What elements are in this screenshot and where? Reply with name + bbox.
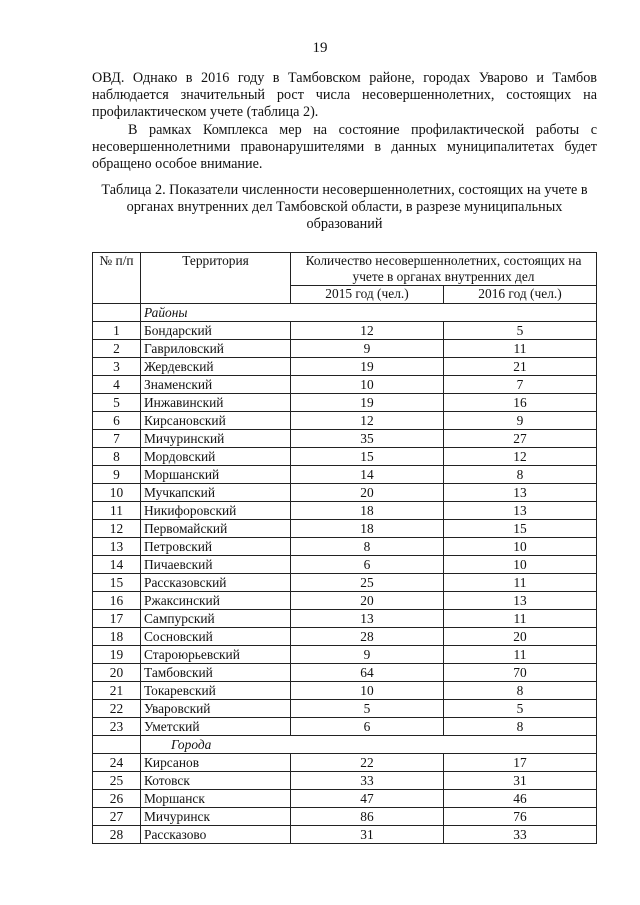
row-number: 22 — [93, 700, 141, 718]
row-number: 3 — [93, 358, 141, 376]
table-row — [93, 556, 597, 574]
section-label: Районы — [141, 304, 597, 322]
row-number: 24 — [93, 754, 141, 772]
row-number: 17 — [93, 610, 141, 628]
territory-name: Мучкапский — [141, 484, 291, 502]
row-number: 12 — [93, 520, 141, 538]
row-number: 8 — [93, 448, 141, 466]
table-row — [93, 772, 597, 790]
row-number: 11 — [93, 502, 141, 520]
territory-name: Мичуринский — [141, 430, 291, 448]
value-2015: 19 — [291, 358, 444, 376]
territory-name: Сампурский — [141, 610, 291, 628]
row-number: 26 — [93, 790, 141, 808]
row-number: 23 — [93, 718, 141, 736]
table-row — [93, 520, 597, 538]
table-row — [93, 610, 597, 628]
value-2015: 12 — [291, 412, 444, 430]
value-2015: 9 — [291, 646, 444, 664]
value-2016: 7 — [444, 376, 597, 394]
row-number: 13 — [93, 538, 141, 556]
territory-name: Рассказово — [141, 826, 291, 844]
value-2016: 5 — [444, 700, 597, 718]
row-number: 6 — [93, 412, 141, 430]
body-paragraph-1: ОВД. Однако в 2016 году в Тамбовском районе, городах Уварово и Тамбов наблюдается значительный рост числа несовершеннолетних, состоящих на профилактическом учете (таблица 2). — [92, 70, 597, 120]
row-number: 25 — [93, 772, 141, 790]
table-row — [93, 484, 597, 502]
value-2016: 9 — [444, 412, 597, 430]
section-number-cell — [93, 304, 141, 322]
value-2016: 10 — [444, 538, 597, 556]
territory-name: Бондарский — [141, 322, 291, 340]
section-row — [93, 736, 597, 754]
territory-name: Уметский — [141, 718, 291, 736]
value-2015: 22 — [291, 754, 444, 772]
header-number: № п/п — [93, 253, 141, 304]
row-number: 4 — [93, 376, 141, 394]
value-2015: 64 — [291, 664, 444, 682]
table-row — [93, 574, 597, 592]
row-number: 2 — [93, 340, 141, 358]
value-2015: 13 — [291, 610, 444, 628]
value-2015: 5 — [291, 700, 444, 718]
territory-name: Моршанск — [141, 790, 291, 808]
row-number: 21 — [93, 682, 141, 700]
table-row — [93, 394, 597, 412]
row-number: 14 — [93, 556, 141, 574]
value-2016: 16 — [444, 394, 597, 412]
value-2015: 6 — [291, 556, 444, 574]
value-2015: 47 — [291, 790, 444, 808]
row-number: 9 — [93, 466, 141, 484]
value-2016: 13 — [444, 592, 597, 610]
row-number: 28 — [93, 826, 141, 844]
value-2016: 46 — [444, 790, 597, 808]
row-number: 18 — [93, 628, 141, 646]
territory-name: Староюрьевский — [141, 646, 291, 664]
row-number: 1 — [93, 322, 141, 340]
table-row — [93, 628, 597, 646]
value-2015: 18 — [291, 520, 444, 538]
value-2015: 6 — [291, 718, 444, 736]
table-caption: Таблица 2. Показатели численности несовершеннолетних, состоящих на учете в органах внутренних дел Тамбовской области, в разрезе муниципальных образований — [101, 182, 588, 232]
value-2015: 25 — [291, 574, 444, 592]
value-2016: 31 — [444, 772, 597, 790]
territory-name: Мордовский — [141, 448, 291, 466]
value-2016: 70 — [444, 664, 597, 682]
table-row — [93, 502, 597, 520]
table-row — [93, 376, 597, 394]
section-number-cell — [93, 736, 141, 754]
table-row — [93, 700, 597, 718]
value-2016: 8 — [444, 466, 597, 484]
value-2015: 35 — [291, 430, 444, 448]
page-number: 19 — [312, 40, 328, 56]
table-row — [93, 358, 597, 376]
table-row — [93, 808, 597, 826]
territory-name: Уваровский — [141, 700, 291, 718]
value-2016: 11 — [444, 610, 597, 628]
row-number: 16 — [93, 592, 141, 610]
table-row — [93, 790, 597, 808]
territory-name: Знаменский — [141, 376, 291, 394]
table-row — [93, 718, 597, 736]
section-label: Города — [141, 736, 597, 754]
territory-name: Рассказовский — [141, 574, 291, 592]
value-2016: 8 — [444, 718, 597, 736]
value-2015: 28 — [291, 628, 444, 646]
value-2016: 10 — [444, 556, 597, 574]
value-2015: 8 — [291, 538, 444, 556]
row-number: 20 — [93, 664, 141, 682]
table-row — [93, 826, 597, 844]
table-row — [93, 646, 597, 664]
table-row — [93, 448, 597, 466]
value-2015: 33 — [291, 772, 444, 790]
value-2016: 15 — [444, 520, 597, 538]
row-number: 10 — [93, 484, 141, 502]
section-row — [93, 304, 597, 322]
territory-name: Кирсановский — [141, 412, 291, 430]
header-territory: Территория — [141, 253, 291, 304]
territory-name: Пичаевский — [141, 556, 291, 574]
table-row — [93, 340, 597, 358]
value-2015: 20 — [291, 484, 444, 502]
value-2015: 10 — [291, 376, 444, 394]
territory-name: Гавриловский — [141, 340, 291, 358]
value-2016: 11 — [444, 340, 597, 358]
value-2016: 13 — [444, 484, 597, 502]
value-2015: 20 — [291, 592, 444, 610]
table-row — [93, 466, 597, 484]
header-count: Количество несовершеннолетних, состоящих на учете в органах внутренних дел — [291, 253, 597, 286]
row-number: 7 — [93, 430, 141, 448]
row-number: 5 — [93, 394, 141, 412]
body-paragraph-2: В рамках Комплекса мер на состояние профилактической работы с несовершеннолетними правонарушителями в данных муниципалитетах будет обращено особое внимание. — [92, 122, 597, 172]
value-2016: 11 — [444, 646, 597, 664]
value-2015: 9 — [291, 340, 444, 358]
table-row — [93, 412, 597, 430]
territory-name: Никифоровский — [141, 502, 291, 520]
value-2015: 14 — [291, 466, 444, 484]
territory-name: Первомайский — [141, 520, 291, 538]
value-2015: 19 — [291, 394, 444, 412]
territory-name: Мичуринск — [141, 808, 291, 826]
territory-name: Сосновский — [141, 628, 291, 646]
value-2016: 8 — [444, 682, 597, 700]
row-number: 19 — [93, 646, 141, 664]
value-2016: 11 — [444, 574, 597, 592]
territory-name: Ржаксинский — [141, 592, 291, 610]
territory-name: Кирсанов — [141, 754, 291, 772]
table-row — [93, 322, 597, 340]
value-2015: 18 — [291, 502, 444, 520]
territory-name: Жердевский — [141, 358, 291, 376]
value-2016: 13 — [444, 502, 597, 520]
table-row — [93, 538, 597, 556]
table-row — [93, 430, 597, 448]
header-year-2016: 2016 год (чел.) — [444, 286, 597, 304]
territory-name: Моршанский — [141, 466, 291, 484]
row-number: 27 — [93, 808, 141, 826]
header-year-2015: 2015 год (чел.) — [291, 286, 444, 304]
table-row — [93, 664, 597, 682]
value-2016: 17 — [444, 754, 597, 772]
value-2016: 5 — [444, 322, 597, 340]
data-table — [92, 252, 597, 844]
value-2015: 12 — [291, 322, 444, 340]
value-2015: 10 — [291, 682, 444, 700]
value-2016: 27 — [444, 430, 597, 448]
territory-name: Токаревский — [141, 682, 291, 700]
row-number: 15 — [93, 574, 141, 592]
value-2016: 21 — [444, 358, 597, 376]
value-2015: 15 — [291, 448, 444, 466]
table-row — [93, 682, 597, 700]
territory-name: Котовск — [141, 772, 291, 790]
territory-name: Инжавинский — [141, 394, 291, 412]
value-2015: 86 — [291, 808, 444, 826]
value-2015: 31 — [291, 826, 444, 844]
table-body — [93, 304, 597, 844]
value-2016: 33 — [444, 826, 597, 844]
value-2016: 12 — [444, 448, 597, 466]
value-2016: 20 — [444, 628, 597, 646]
territory-name: Петровский — [141, 538, 291, 556]
territory-name: Тамбовский — [141, 664, 291, 682]
table-row — [93, 592, 597, 610]
value-2016: 76 — [444, 808, 597, 826]
table-row — [93, 754, 597, 772]
